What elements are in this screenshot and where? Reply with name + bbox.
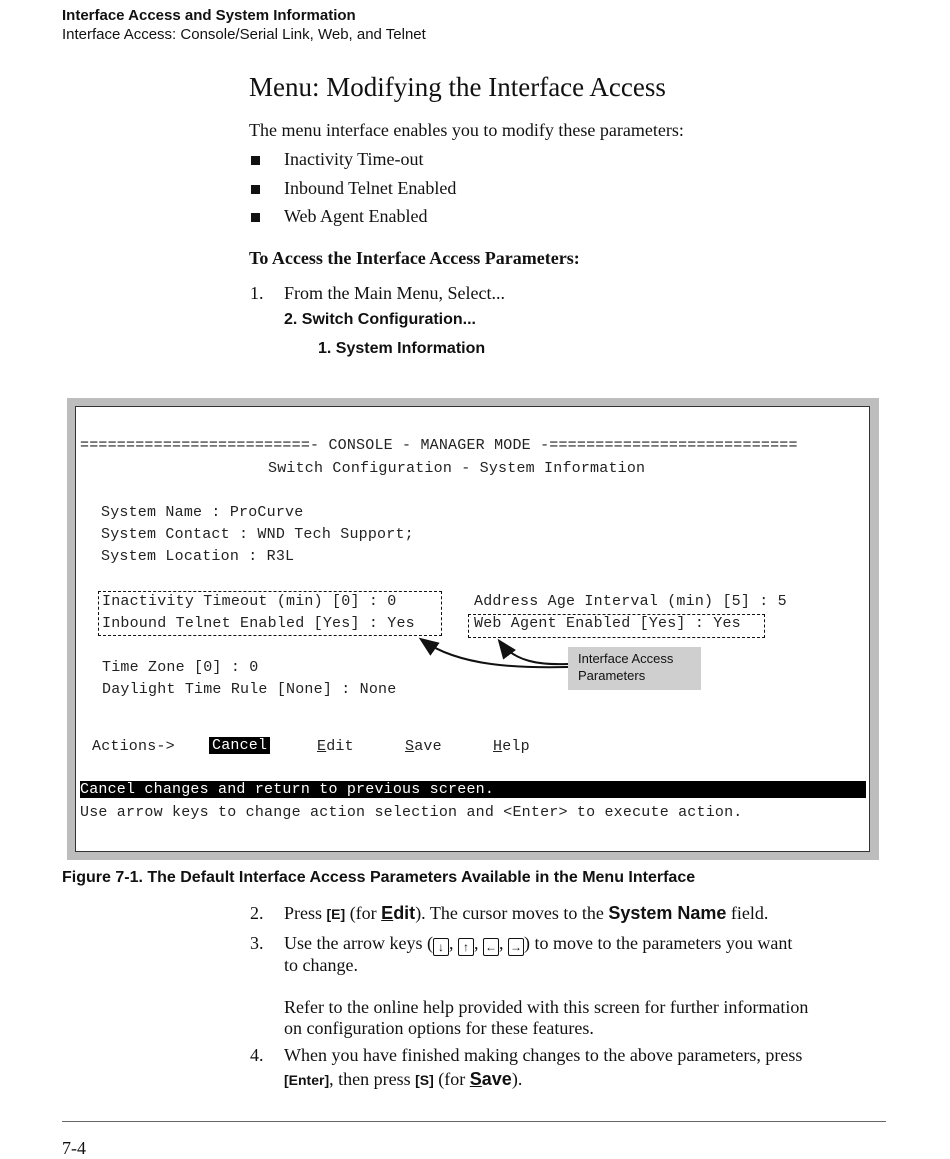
callout-line1: Interface Access: [578, 651, 674, 666]
step-text: From the Main Menu, Select...: [284, 283, 505, 303]
text-run: , then press: [329, 1069, 416, 1089]
step-number: 4.: [250, 1045, 264, 1065]
field-daylight-rule: Daylight Time Rule [None] : None: [102, 681, 397, 698]
field-system-contact: System Contact : WND Tech Support;: [101, 526, 414, 543]
text-run: (for: [345, 903, 382, 923]
bullet-item: Web Agent Enabled: [284, 206, 428, 226]
step-4-text: When you have finished making changes to the above parameters, press: [284, 1045, 803, 1065]
step-3-note-line1: Refer to the online help provided with this screen for further information: [284, 997, 809, 1017]
down-arrow-key-icon: ↓: [433, 938, 449, 956]
field-web-agent: Web Agent Enabled [Yes] : Yes: [474, 615, 741, 632]
field-time-zone: Time Zone [0] : 0: [102, 659, 259, 676]
action-save-rest: ave: [414, 738, 442, 755]
hint-line: Use arrow keys to change action selection and <Enter> to execute action.: [80, 804, 743, 821]
actions-label: Actions->: [92, 738, 175, 755]
action-edit-hotkey: E: [317, 738, 327, 755]
figure-caption: Figure 7-1. The Default Interface Access Parameters Available in the Menu Interface: [62, 869, 696, 886]
text-run: ,: [473, 933, 483, 953]
procedure-heading: To Access the Interface Access Parameters:: [249, 248, 580, 268]
text-run: (for: [433, 1069, 470, 1089]
action-help-rest: elp: [502, 738, 530, 755]
menu-path-system-info: 1. System Information: [318, 340, 486, 357]
field-name-ref: System Name: [608, 903, 727, 923]
step-3-continuation: to change.: [284, 955, 358, 975]
left-arrow-key-icon: ←: [484, 940, 497, 954]
console-title: Switch Configuration - System Information: [268, 460, 646, 477]
running-header-chapter: Interface Access and System Information: [62, 7, 356, 24]
action-help-hotkey: H: [493, 738, 503, 755]
section-title: Menu: Modifying the Interface Access: [249, 72, 666, 102]
text-run: ).: [511, 1069, 523, 1089]
up-arrow-key-icon: ↑: [458, 938, 474, 956]
text-run: ) to move to the parameters you want: [523, 933, 793, 953]
bullet-item: Inactivity Time-out: [284, 149, 424, 169]
text-run: Use the arrow keys (: [284, 933, 433, 953]
key-s: [S]: [415, 1072, 434, 1088]
footer-rule: [62, 1121, 886, 1122]
text-run: ). The cursor moves to the: [415, 903, 609, 923]
right-arrow-key-icon: →: [509, 940, 522, 954]
text-run: ,: [448, 933, 458, 953]
step-3-text: [284, 932, 792, 956]
step-4-continuation: [284, 1068, 522, 1091]
page-number: 7-4: [62, 1138, 86, 1158]
menu-path-switch-config: 2. Switch Configuration...: [284, 311, 476, 328]
text-run: ,: [498, 933, 508, 953]
step-number: 1.: [250, 283, 264, 303]
action-cancel[interactable]: Cancel: [209, 737, 270, 754]
callout-line2: Parameters: [578, 668, 646, 683]
key-e: [E]: [326, 906, 346, 922]
field-inbound-telnet: Inbound Telnet Enabled [Yes] : Yes: [102, 615, 415, 632]
field-inactivity-timeout: Inactivity Timeout (min) [0] : 0: [102, 593, 397, 610]
console-banner: =========================- CONSOLE - MANAGER MODE -===========================: [80, 437, 798, 454]
action-save-hotkey: S: [405, 738, 415, 755]
status-line: Cancel changes and return to previous screen.: [80, 781, 866, 798]
save-rest: ave: [481, 1069, 512, 1089]
running-header-section: Interface Access: Console/Serial Link, Web, and Telnet: [62, 26, 426, 43]
callout-arrow-right: [500, 642, 568, 664]
save-hotkey: S: [469, 1069, 482, 1089]
intro-paragraph: The menu interface enables you to modify these parameters:: [249, 120, 684, 140]
step-2-text: [284, 902, 768, 925]
step-number: 3.: [250, 933, 264, 953]
text-run: Press: [284, 903, 327, 923]
key-enter: [Enter]: [284, 1072, 330, 1088]
step-3-note-line2: on configuration options for these features.: [284, 1018, 594, 1038]
field-system-location: System Location : R3L: [101, 548, 295, 565]
bullet-item: Inbound Telnet Enabled: [284, 178, 457, 198]
field-address-age: Address Age Interval (min) [5] : 5: [474, 593, 787, 610]
text-run: field.: [726, 903, 769, 923]
callout-label: [568, 647, 701, 690]
action-edit-rest: dit: [326, 738, 354, 755]
step-number: 2.: [250, 903, 264, 923]
edit-hotkey: E: [381, 903, 394, 923]
edit-rest: dit: [393, 903, 416, 923]
field-system-name: System Name : ProCurve: [101, 504, 304, 521]
